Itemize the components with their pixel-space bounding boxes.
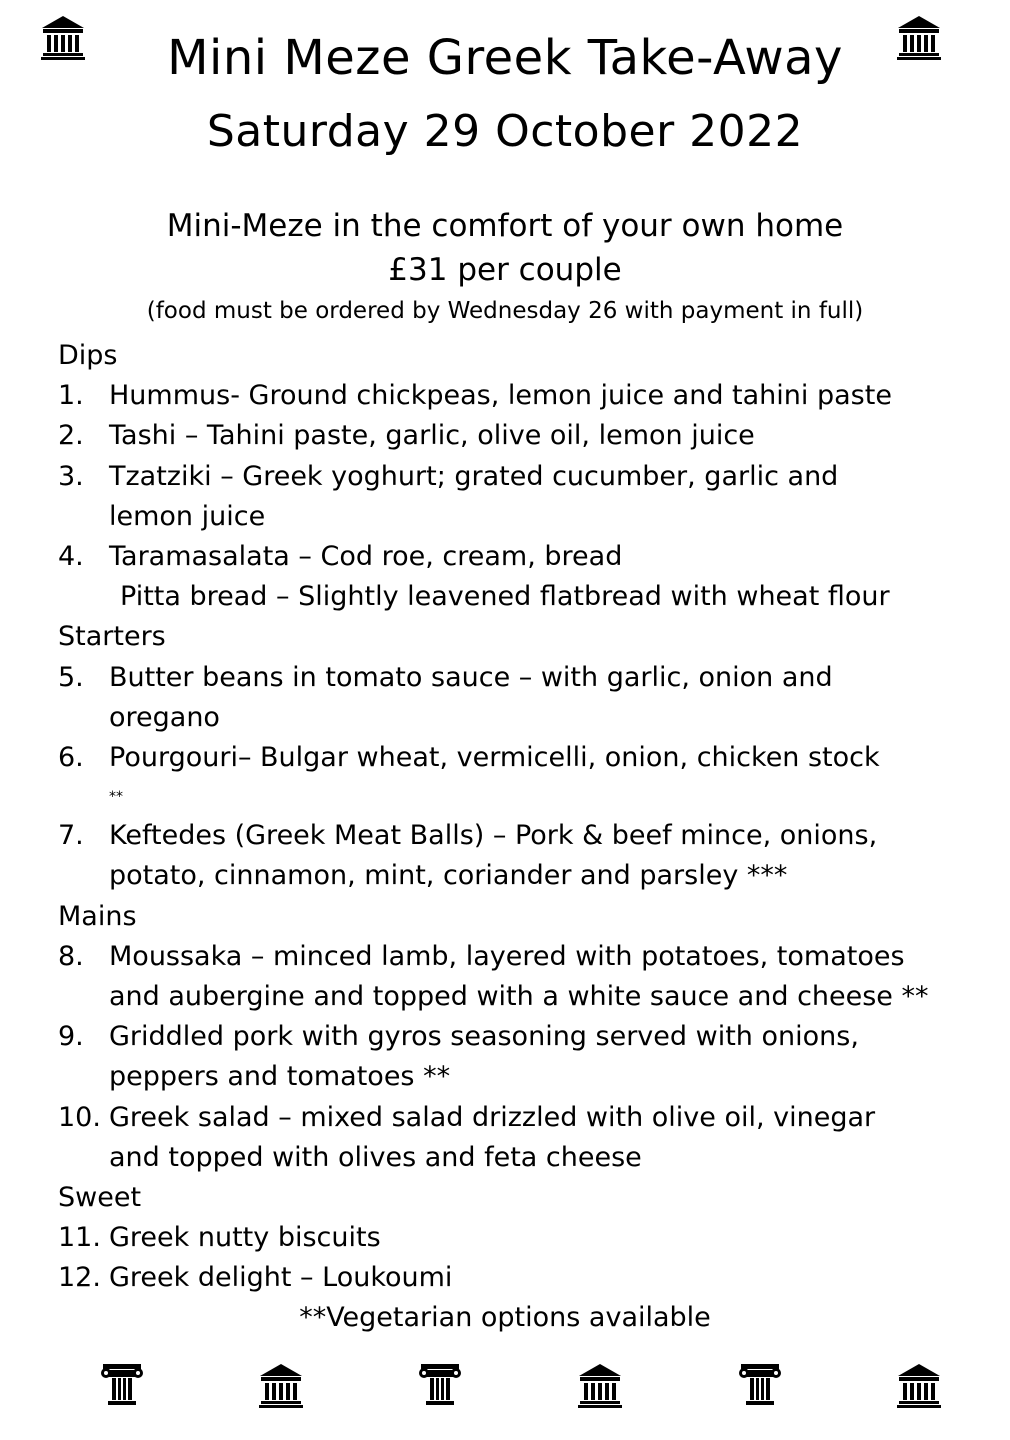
item-text: Keftedes (Greek Meat Balls) – Pork & beef mince, onions, (109, 820, 878, 852)
item-text: Griddled pork with gyros seasoning served with onions, (109, 1021, 859, 1053)
item-number: 5. (58, 661, 84, 693)
item-number: 7. (58, 820, 84, 852)
menu-list (58, 336, 958, 1299)
list-item (58, 937, 958, 1017)
item-number: 6. (58, 742, 84, 773)
item-text: Pourgouri– Bulgar wheat, vermicelli, onion, chicken stock (109, 742, 880, 773)
list-item (58, 1218, 958, 1258)
item-text-continued: potato, cinnamon, mint, coriander and parsley *** (109, 860, 788, 892)
item-text-continued: lemon juice (109, 500, 266, 532)
list-item (58, 1017, 958, 1097)
ionic-column-icon (97, 1360, 147, 1410)
vegetarian-footnote: **Vegetarian options available (299, 1302, 711, 1333)
section-heading-sweet: Sweet (58, 1182, 142, 1214)
section-heading-dips: Dips (58, 340, 118, 371)
item-text: Tashi – Tahini paste, garlic, olive oil, lemon juice (109, 420, 755, 452)
item-text: Moussaka – minced lamb, layered with potatoes, tomatoes (109, 940, 905, 972)
item-text-continued: peppers and tomatoes ** (109, 1061, 451, 1093)
list-item (58, 537, 958, 577)
list-item (58, 376, 958, 416)
ionic-column-icon (415, 1360, 465, 1410)
event-date: Saturday 29 October 2022 (206, 106, 804, 157)
list-item (58, 416, 958, 456)
section-heading-starters: Starters (58, 621, 166, 653)
order-note: (food must be ordered by Wednesday 26 with payment in full) (146, 298, 864, 324)
list-item (58, 816, 958, 896)
item-text-continued: and topped with olives and feta cheese (109, 1141, 642, 1173)
item-text-continued: oregano (109, 701, 220, 733)
list-item (58, 658, 958, 738)
item-number: 11. (58, 1222, 101, 1254)
greek-temple-icon (575, 1360, 625, 1410)
item-text: Greek salad – mixed salad drizzled with olive oil, vinegar (109, 1101, 876, 1133)
item-number: 3. (58, 460, 84, 492)
item-text: Tzatziki – Greek yoghurt; grated cucumber, garlic and (109, 460, 839, 492)
greek-temple-icon (894, 1360, 944, 1410)
list-item (58, 1258, 958, 1298)
section-heading-mains: Mains (58, 900, 137, 932)
item-text-continued: and aubergine and topped with a white sauce and cheese ** (109, 981, 929, 1012)
greek-temple-icon (256, 1360, 306, 1410)
list-item (58, 1098, 958, 1178)
item-text: Taramasalata – Cod roe, cream, bread (109, 541, 623, 572)
item-number: 8. (58, 940, 84, 972)
tagline: Mini-Meze in the comfort of your own home (166, 208, 844, 244)
item-number: 10. (58, 1101, 101, 1133)
ionic-column-icon (735, 1360, 785, 1410)
pitta-bread-note: Pitta bread – Slightly leavened flatbread with wheat flour (120, 581, 890, 613)
menu-title: Mini Meze Greek Take-Away (167, 30, 843, 86)
item-text: Greek delight – Loukoumi (109, 1262, 453, 1294)
price: £31 per couple (388, 252, 622, 288)
list-item (58, 457, 958, 537)
item-number: 1. (58, 380, 84, 412)
item-number: 12. (58, 1262, 101, 1294)
item-number: 2. (58, 420, 84, 452)
item-text-continued: ** (109, 789, 123, 806)
item-number: 4. (58, 541, 84, 572)
item-number: 9. (58, 1021, 84, 1053)
item-text: Butter beans in tomato sauce – with garlic, onion and (109, 661, 833, 693)
item-text: Greek nutty biscuits (109, 1222, 381, 1254)
list-item (58, 738, 958, 778)
item-text: Hummus- Ground chickpeas, lemon juice and tahini paste (109, 380, 892, 412)
